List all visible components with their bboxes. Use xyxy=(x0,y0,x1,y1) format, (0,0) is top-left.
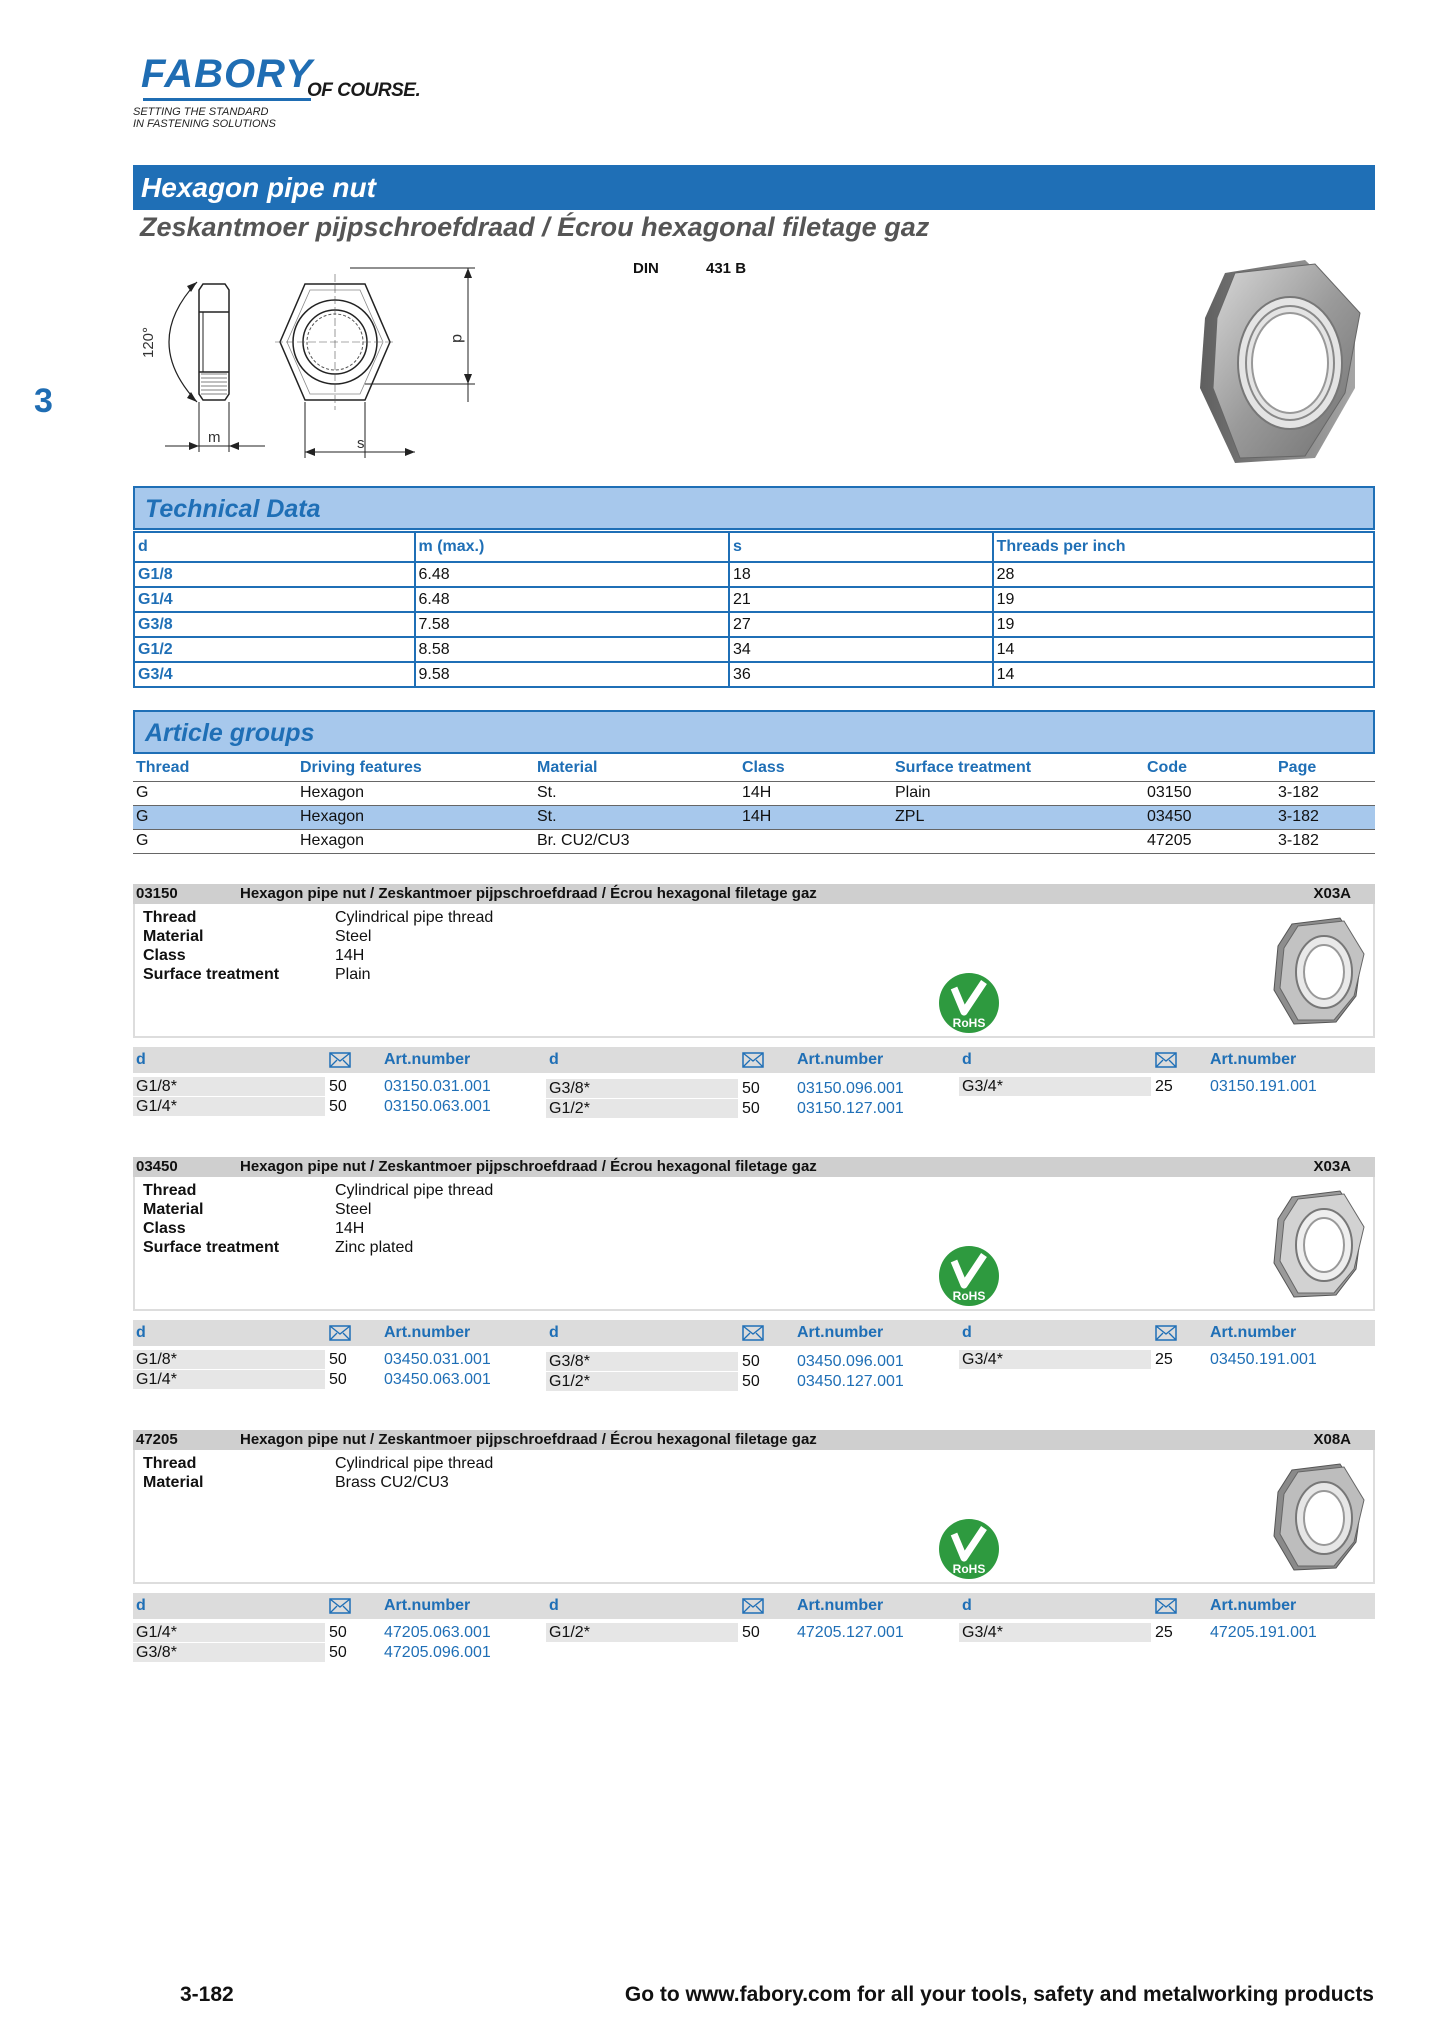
table-cell xyxy=(739,829,892,853)
table-header-row xyxy=(133,755,1375,781)
table-cell: 14 xyxy=(993,637,1374,662)
s-label: s xyxy=(357,435,365,452)
column-header: Code xyxy=(1144,755,1275,781)
variant-quantity: 50 xyxy=(329,1644,347,1661)
product-thumbnail-icon xyxy=(1270,916,1366,1026)
variant-d: G1/2* xyxy=(546,1372,738,1391)
variant-quantity: 50 xyxy=(742,1353,760,1370)
property-value: Zinc plated xyxy=(335,1239,414,1256)
variant-quantity: 50 xyxy=(329,1078,347,1095)
table-cell: 9.58 xyxy=(415,662,730,687)
table-row[interactable] xyxy=(133,781,1375,805)
variant-d: G1/2* xyxy=(546,1623,738,1642)
table-row xyxy=(134,662,1374,687)
property-label: Thread xyxy=(143,909,197,926)
variant-quantity: 50 xyxy=(329,1351,347,1368)
property-label: Material xyxy=(143,1474,204,1491)
product-thumbnail-icon xyxy=(1270,1189,1366,1299)
technical-data-heading: Technical Data xyxy=(145,495,321,523)
technical-data-band xyxy=(133,486,1375,530)
table-cell: 3-182 xyxy=(1275,829,1375,853)
logo-tagline xyxy=(133,106,353,130)
product-class-code: X08A xyxy=(1313,1431,1351,1448)
logo-slogan: OF COURSE. xyxy=(307,80,421,101)
table-row xyxy=(134,612,1374,637)
rohs-label: RoHS xyxy=(952,1016,986,1030)
table-cell: 3-182 xyxy=(1275,805,1375,829)
table-cell: 19 xyxy=(993,612,1374,637)
variant-d: G1/4* xyxy=(133,1623,325,1642)
title-band xyxy=(133,165,1375,210)
table-cell: Br. CU2/CU3 xyxy=(534,829,739,853)
variant-art-header: Art.number xyxy=(797,1597,884,1614)
property-label: Thread xyxy=(143,1455,197,1472)
package-quantity-icon xyxy=(329,1598,351,1614)
variant-quantity: 50 xyxy=(329,1371,347,1388)
column-header: Page xyxy=(1275,755,1375,781)
variant-art-header: Art.number xyxy=(1210,1597,1297,1614)
table-cell: 14H xyxy=(739,805,892,829)
product-name: Hexagon pipe nut / Zeskantmoer pijpschroefdraad / Écrou hexagonal filetage gaz xyxy=(240,885,817,902)
package-quantity-icon xyxy=(1155,1052,1177,1068)
article-number-link[interactable]: 03450.191.001 xyxy=(1210,1351,1317,1368)
article-number-link[interactable]: 03150.096.001 xyxy=(797,1080,904,1097)
article-number-link[interactable]: 03150.127.001 xyxy=(797,1100,904,1117)
article-number-link[interactable]: 03450.031.001 xyxy=(384,1351,491,1368)
product-class-code: X03A xyxy=(1313,885,1351,902)
table-cell: 34 xyxy=(729,637,993,662)
table-cell: 14 xyxy=(993,662,1374,687)
logo-rule xyxy=(143,98,311,101)
product-header xyxy=(133,1430,1375,1450)
table-cell: G xyxy=(133,829,297,853)
article-number-link[interactable]: 47205.127.001 xyxy=(797,1624,904,1641)
technical-drawing xyxy=(135,262,495,467)
variant-table-header xyxy=(133,1320,1375,1346)
table-cell: Plain xyxy=(892,781,1144,805)
rohs-badge-icon xyxy=(938,972,1000,1034)
table-cell: ZPL xyxy=(892,805,1144,829)
table-header-row xyxy=(134,532,1374,562)
table-cell: 8.58 xyxy=(415,637,730,662)
table-cell: Hexagon xyxy=(297,829,534,853)
variant-art-header: Art.number xyxy=(1210,1051,1297,1068)
logo-tagline-1: SETTING THE STANDARD xyxy=(133,106,269,118)
property-label: Surface treatment xyxy=(143,966,280,983)
product-details xyxy=(133,1177,1375,1311)
fabory-logo xyxy=(133,52,433,132)
technical-data-table xyxy=(133,531,1375,688)
article-groups-heading: Article groups xyxy=(145,719,315,747)
article-number-link[interactable]: 47205.191.001 xyxy=(1210,1624,1317,1641)
property-label: Surface treatment xyxy=(143,1239,280,1256)
table-cell: 7.58 xyxy=(415,612,730,637)
variant-d-header: d xyxy=(136,1324,146,1341)
property-value: Steel xyxy=(335,1201,372,1218)
table-cell: Hexagon xyxy=(297,781,534,805)
variant-d-header: d xyxy=(549,1051,559,1068)
product-name: Hexagon pipe nut / Zeskantmoer pijpschroefdraad / Écrou hexagonal filetage gaz xyxy=(240,1431,817,1448)
d-label: d xyxy=(449,334,466,343)
m-label: m xyxy=(208,429,221,446)
variant-d: G3/8* xyxy=(546,1352,738,1371)
product-code: 47205 xyxy=(136,1431,178,1448)
variant-d-header: d xyxy=(962,1324,972,1341)
table-cell: 36 xyxy=(729,662,993,687)
property-label: Class xyxy=(143,947,186,964)
variant-d: G3/8* xyxy=(133,1643,325,1662)
variant-quantity: 25 xyxy=(1155,1351,1173,1368)
product-header xyxy=(133,884,1375,904)
package-quantity-icon xyxy=(1155,1598,1177,1614)
article-number-link[interactable]: 03150.063.001 xyxy=(384,1098,491,1115)
variant-d-header: d xyxy=(136,1051,146,1068)
property-value: Cylindrical pipe thread xyxy=(335,1182,494,1199)
table-cell: St. xyxy=(534,805,739,829)
rohs-badge-icon xyxy=(938,1245,1000,1307)
property-label: Material xyxy=(143,928,204,945)
product-code: 03450 xyxy=(136,1158,178,1175)
product-details xyxy=(133,1450,1375,1584)
table-row[interactable] xyxy=(133,829,1375,853)
variant-d-header: d xyxy=(962,1051,972,1068)
variant-quantity: 50 xyxy=(742,1080,760,1097)
table-cell: 19 xyxy=(993,587,1374,612)
variant-quantity: 25 xyxy=(1155,1624,1173,1641)
logo-brand: FABORY xyxy=(141,52,313,96)
variant-d: G1/4* xyxy=(133,1370,325,1389)
article-number-link[interactable]: 03450.127.001 xyxy=(797,1373,904,1390)
standard-label: DIN xyxy=(633,260,659,277)
table-cell: G xyxy=(133,781,297,805)
column-header: Surface treatment xyxy=(892,755,1144,781)
variant-quantity: 50 xyxy=(329,1624,347,1641)
footer-text: Go to www.fabory.com for all your tools, safety and metalworking products xyxy=(624,1983,1374,2006)
standard-number: 431 B xyxy=(706,260,747,277)
article-number-link[interactable]: 47205.063.001 xyxy=(384,1624,491,1641)
table-cell: 03450 xyxy=(1144,805,1275,829)
product-code: 03150 xyxy=(136,885,178,902)
property-label: Material xyxy=(143,1201,204,1218)
variant-d-header: d xyxy=(962,1597,972,1614)
variant-art-header: Art.number xyxy=(1210,1324,1297,1341)
table-cell: G3/8 xyxy=(134,612,415,637)
property-label: Thread xyxy=(143,1182,197,1199)
article-number-link[interactable]: 47205.096.001 xyxy=(384,1644,491,1661)
column-header: s xyxy=(729,532,993,562)
variant-d: G3/8* xyxy=(546,1079,738,1098)
table-cell: 6.48 xyxy=(415,587,730,612)
property-value: 14H xyxy=(335,1220,365,1237)
article-number-link[interactable]: 03150.191.001 xyxy=(1210,1078,1317,1095)
logo-tagline-2: IN FASTENING SOLUTIONS xyxy=(133,118,276,130)
page-title: Hexagon pipe nut xyxy=(141,172,376,203)
table-cell: St. xyxy=(534,781,739,805)
column-header: d xyxy=(134,532,415,562)
rohs-label: RoHS xyxy=(952,1562,986,1576)
package-quantity-icon xyxy=(742,1052,764,1068)
variant-d: G3/4* xyxy=(959,1623,1151,1642)
article-groups-band xyxy=(133,710,1375,754)
article-groups-table xyxy=(133,755,1375,854)
table-cell: 18 xyxy=(729,562,993,587)
table-cell: G3/4 xyxy=(134,662,415,687)
table-cell: 6.48 xyxy=(415,562,730,587)
variant-quantity: 25 xyxy=(1155,1078,1173,1095)
table-cell: 47205 xyxy=(1144,829,1275,853)
variant-d: G1/8* xyxy=(133,1077,325,1096)
table-cell: G1/8 xyxy=(134,562,415,587)
variant-art-header: Art.number xyxy=(797,1324,884,1341)
variant-art-header: Art.number xyxy=(797,1051,884,1068)
product-class-code: X03A xyxy=(1313,1158,1351,1175)
variant-table-header xyxy=(133,1593,1375,1619)
table-row xyxy=(134,587,1374,612)
table-cell: G1/4 xyxy=(134,587,415,612)
property-value: Brass CU2/CU3 xyxy=(335,1474,449,1491)
article-number-link[interactable]: 03150.031.001 xyxy=(384,1078,491,1095)
variant-quantity: 50 xyxy=(742,1624,760,1641)
column-header: Thread xyxy=(133,755,297,781)
table-cell: 21 xyxy=(729,587,993,612)
package-quantity-icon xyxy=(1155,1325,1177,1341)
table-cell: 14H xyxy=(739,781,892,805)
column-header: Driving features xyxy=(297,755,534,781)
variant-d: G3/4* xyxy=(959,1350,1151,1369)
variant-d: G1/8* xyxy=(133,1350,325,1369)
variant-art-header: Art.number xyxy=(384,1051,471,1068)
variant-d: G3/4* xyxy=(959,1077,1151,1096)
angle-label: 120° xyxy=(140,326,157,358)
column-header: Material xyxy=(534,755,739,781)
variant-quantity: 50 xyxy=(742,1100,760,1117)
variant-art-header: Art.number xyxy=(384,1324,471,1341)
property-label: Class xyxy=(143,1220,186,1237)
hex-nut-image xyxy=(1195,258,1365,468)
variant-d-header: d xyxy=(549,1324,559,1341)
property-value: Plain xyxy=(335,966,371,983)
property-value: Steel xyxy=(335,928,372,945)
table-cell: G1/2 xyxy=(134,637,415,662)
column-header: m (max.) xyxy=(415,532,730,562)
package-quantity-icon xyxy=(329,1052,351,1068)
column-header: Class xyxy=(739,755,892,781)
product-thumbnail-icon xyxy=(1270,1462,1366,1572)
variant-d-header: d xyxy=(549,1597,559,1614)
variant-quantity: 50 xyxy=(742,1373,760,1390)
package-quantity-icon xyxy=(742,1598,764,1614)
variant-d: G1/2* xyxy=(546,1099,738,1118)
variant-quantity: 50 xyxy=(329,1098,347,1115)
table-row-highlighted[interactable] xyxy=(133,805,1375,829)
variant-d: G1/4* xyxy=(133,1097,325,1116)
table-cell: 03150 xyxy=(1144,781,1275,805)
table-cell xyxy=(892,829,1144,853)
variant-table-header xyxy=(133,1047,1375,1073)
rohs-badge-icon xyxy=(938,1518,1000,1580)
package-quantity-icon xyxy=(742,1325,764,1341)
chapter-number: 3 xyxy=(34,382,53,420)
property-value: 14H xyxy=(335,947,365,964)
table-cell: 27 xyxy=(729,612,993,637)
property-value: Cylindrical pipe thread xyxy=(335,1455,494,1472)
table-cell: G xyxy=(133,805,297,829)
variant-d-header: d xyxy=(136,1597,146,1614)
rohs-label: RoHS xyxy=(952,1289,986,1303)
table-cell: Hexagon xyxy=(297,805,534,829)
product-name: Hexagon pipe nut / Zeskantmoer pijpschroefdraad / Écrou hexagonal filetage gaz xyxy=(240,1158,817,1175)
product-header xyxy=(133,1157,1375,1177)
article-number-link[interactable]: 03450.063.001 xyxy=(384,1371,491,1388)
table-cell: 28 xyxy=(993,562,1374,587)
page-number: 3-182 xyxy=(180,1983,234,2006)
package-quantity-icon xyxy=(329,1325,351,1341)
product-details xyxy=(133,904,1375,1038)
column-header: Threads per inch xyxy=(993,532,1374,562)
property-value: Cylindrical pipe thread xyxy=(335,909,494,926)
table-cell: 3-182 xyxy=(1275,781,1375,805)
page-subtitle: Zeskantmoer pijpschroefdraad / Écrou hexagonal filetage gaz xyxy=(140,212,930,242)
article-number-link[interactable]: 03450.096.001 xyxy=(797,1353,904,1370)
variant-art-header: Art.number xyxy=(384,1597,471,1614)
table-row xyxy=(134,562,1374,587)
table-row xyxy=(134,637,1374,662)
